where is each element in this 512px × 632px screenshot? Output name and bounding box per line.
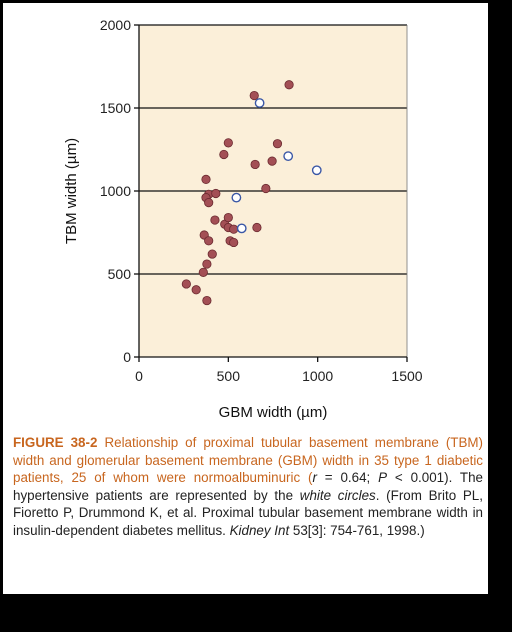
journal-name: Kidney Int	[229, 522, 290, 538]
filled-point-27	[192, 286, 200, 294]
white-circles-text: white circles	[299, 487, 376, 503]
y-tick-label-0: 0	[123, 349, 131, 365]
filled-point-25	[199, 268, 207, 276]
x-tick-label-1000: 1000	[302, 368, 334, 384]
filled-point-10	[212, 189, 220, 197]
r-value: = 0.64;	[316, 470, 379, 486]
filled-point-24	[203, 260, 211, 268]
figure-title: Relationship of proximal tubular basement membrane (TBM) width and glomerular basement membrane (GBM) width in 35 type 1 diabetic patients, 25 of whom were normoalbuminuric (	[13, 435, 483, 486]
filled-point-7	[202, 175, 210, 183]
open-point-4	[238, 224, 246, 232]
filled-point-3	[273, 139, 281, 147]
filled-point-0	[285, 81, 293, 89]
filled-point-6	[268, 157, 276, 165]
y-tick-label-1000: 1000	[99, 183, 131, 199]
filled-point-5	[251, 160, 259, 168]
open-point-0	[255, 99, 263, 107]
open-point-3	[232, 193, 240, 201]
figure-label: FIGURE 38-2	[13, 435, 98, 450]
filled-point-28	[203, 296, 211, 304]
y-tick-label-500: 500	[107, 266, 131, 282]
open-point-2	[313, 166, 321, 174]
filled-point-4	[220, 150, 228, 158]
y-axis-ticks	[100, 17, 139, 365]
filled-point-13	[211, 216, 219, 224]
r-symbol: r	[312, 470, 317, 486]
filled-point-2	[224, 139, 232, 147]
filled-point-12	[204, 198, 212, 206]
x-tick-label-1500: 1500	[391, 368, 423, 384]
filled-point-23	[208, 250, 216, 258]
x-axis-title: GBM width (µm)	[218, 404, 328, 421]
source-end: 53[3]: 754-761, 1998.)	[289, 522, 425, 538]
source-text: (From Brito PL, Fioretto P, Drummond K, et al. Proximal tubular basement membrane width in insulin-dependent diabetes mellitus.	[13, 487, 483, 538]
open-point-1	[284, 152, 292, 160]
y-tick-label-1500: 1500	[99, 100, 131, 116]
filled-point-8	[262, 184, 270, 192]
p-value: < 0.001). The hypertensive patients are represented by the	[13, 470, 483, 503]
filled-point-26	[182, 280, 190, 288]
p-symbol: P	[378, 470, 388, 486]
scatter-chart	[3, 3, 488, 428]
filled-point-17	[229, 225, 237, 233]
x-tick-label-500: 500	[216, 368, 241, 384]
y-axis-title: TBM width (µm)	[63, 137, 80, 245]
figure-caption	[13, 434, 483, 540]
white-circles-end: .	[375, 487, 380, 503]
x-axis-ticks	[135, 357, 423, 384]
filled-point-20	[204, 237, 212, 245]
y-tick-label-2000: 2000	[99, 17, 131, 33]
filled-point-1	[250, 91, 258, 99]
filled-point-18	[253, 223, 261, 231]
filled-point-22	[229, 238, 237, 246]
x-tick-label-0: 0	[135, 368, 143, 384]
figure-frame	[3, 3, 488, 594]
filled-point-15	[224, 213, 232, 221]
